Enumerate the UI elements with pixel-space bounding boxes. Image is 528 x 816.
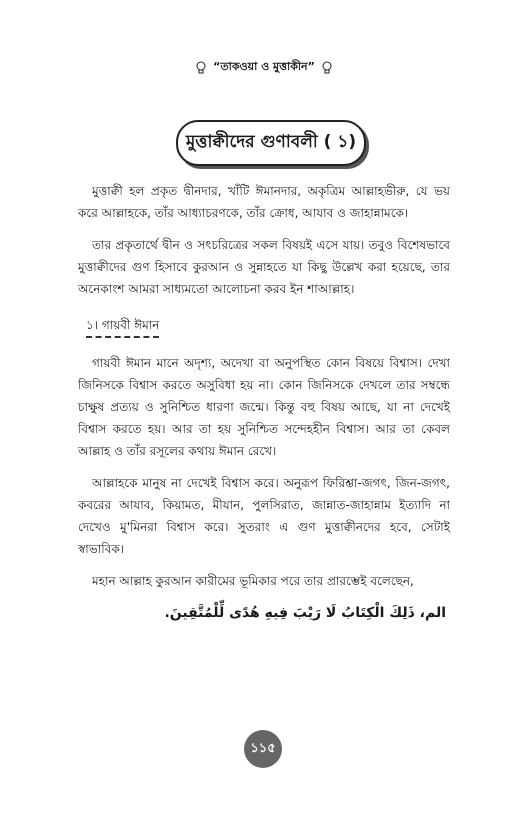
paragraph: মহান আল্লাহ কুরআন কারীমের ভূমিকার পরে তার প্রারম্ভেই বলেছেন, <box>92 574 414 588</box>
arabic-verse: الم، ذَلِكَ الْكِتَابُ لَا رَيْبَ فِيهِ هُدًى لِّلْمُتَّقِينَ. <box>164 605 446 621</box>
paragraph: তার প্রকৃতার্থে দ্বীন ও সৎচরিত্রের সকল বিষয়ই এসে যায়। তবুও বিশেষভাবে মুত্তাক্বীদের গুণ হিসাবে কুরআন ও সুন্নাহতে যা কিছু উল্লেখ করা হয়েছে, তার অনেকাংশ আমরা সাধ্যমতো আলোচনা করব ইন শাআল্লাহ। <box>78 238 450 296</box>
running-header <box>0 58 528 77</box>
paragraph: আল্লাহকে মানুষ না দেখেই বিশ্বাস করে। অনুরূপ ফিরিশ্তা-জগৎ, জিন-জগৎ, কবরের আযাব, কিয়ামত, মীযান, পুলসিরাত, জান্নাত-জাহান্নাম ইত্যাদি না দেখেও মু'মিনরা বিশ্বাস করে। সুতরাং এ গুণ মুত্তাক্বীনদের হবে, সেটাই স্বাভাবিক। <box>78 476 450 556</box>
chapter-title: মুত্তাক্বীদের গুণাবলী ( ১) <box>176 120 366 166</box>
paragraph: মুত্তাক্বী হল প্রকৃত দ্বীনদার, খাঁটি ঈমানদার, অকৃত্রিম আল্লাহভীরু, যে ভয় করে আল্লাহকে, তাঁর আধ্যাচরণকে, তাঁর ক্রোধ, আযাব ও জাহান্নামকে। <box>78 184 450 220</box>
running-title: “তাকওয়া ও মুত্তাকীন” <box>213 60 315 73</box>
bulb-icon <box>195 61 207 75</box>
body-text <box>78 180 450 624</box>
paragraph: গায়বী ঈমান মানে অদৃশ্য, অদেখা বা অনুপস্থিত কোন বিষয়ে বিশ্বাস। দেখা জিনিসকে বিশ্বাস করতে অসুবিধা হয় না। কোন জিনিসকে দেখলে তার সম্বন্ধে চাক্ষুষ প্রত্যয় ও সুনিশ্চিত ধারণা জন্মে। কিন্তু বহু বিষয় আছে, যা না দেখেই বিশ্বাস করতে হয়। আর তা হয় সুনিশ্চিত সন্দেহহীন বিশ্বাস। আর তা কেবল আল্লাহ ও তাঁর রসূলের কথায় ঈমান রেখে। <box>78 356 450 458</box>
page-number: ১১৫ <box>244 730 282 768</box>
section-subheading: ১। গায়বী ঈমান <box>86 316 159 338</box>
bulb-icon <box>321 61 333 75</box>
